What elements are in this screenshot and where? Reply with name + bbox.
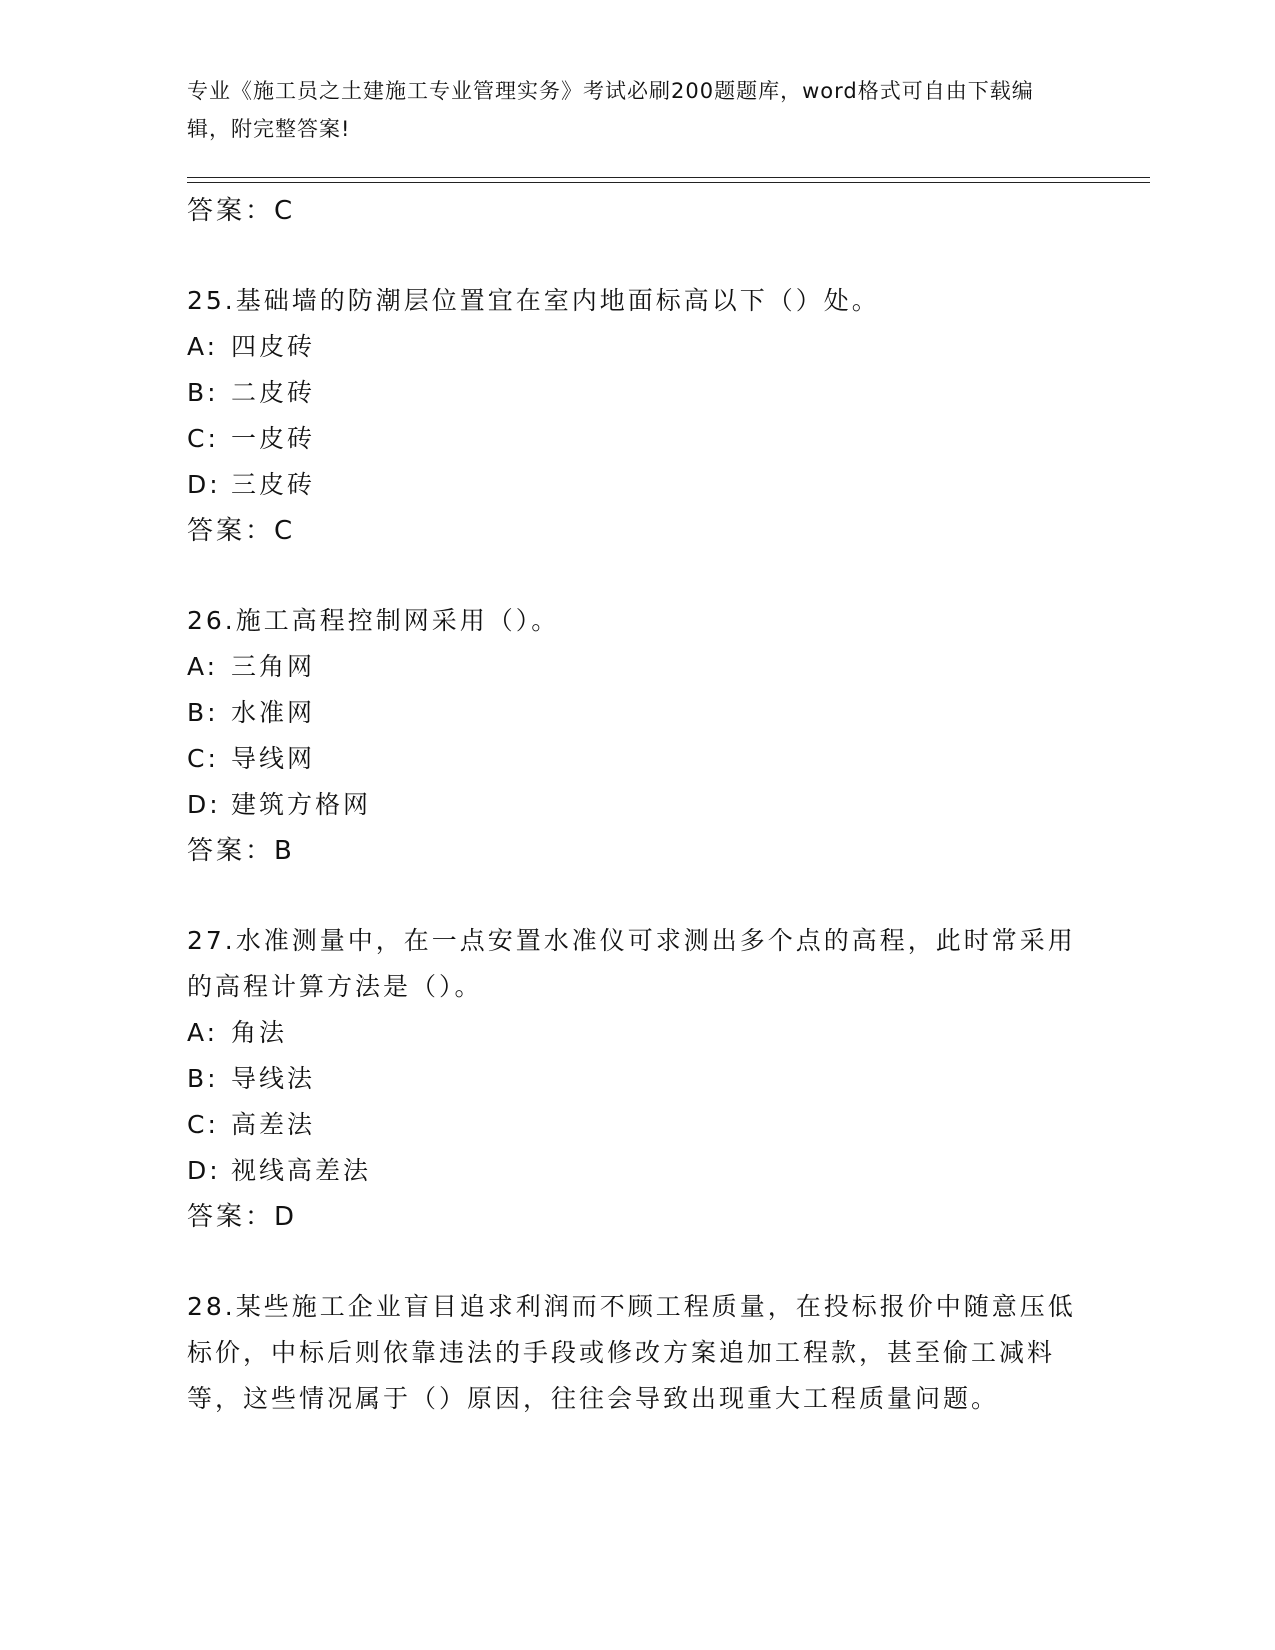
option-a <box>187 1010 1087 1056</box>
question-stem: 基础墙的防潮层位置宜在室内地面标高以下（）处。 <box>235 286 880 315</box>
header-divider-line <box>187 177 1150 178</box>
question-number: 26. <box>187 606 236 635</box>
option-text: 建筑方格网 <box>231 790 372 819</box>
option-text: 二皮砖 <box>231 378 316 407</box>
option-letter: C: <box>187 744 219 773</box>
option-letter: A: <box>187 1018 219 1047</box>
option-c <box>187 416 1087 462</box>
question-28-text <box>187 1284 1087 1422</box>
option-text: 四皮砖 <box>231 332 316 361</box>
option-c <box>187 1102 1087 1148</box>
option-letter: D: <box>187 1156 221 1185</box>
header-text: 专业《施工员之土建施工专业管理实务》考试必刷200题题库，word格式可自由下载编辑，附完整答案! <box>187 79 1034 141</box>
option-a <box>187 644 1087 690</box>
option-text: 一皮砖 <box>231 424 316 453</box>
option-letter: A: <box>187 332 219 361</box>
question-number: 27. <box>187 926 236 955</box>
document-body <box>187 188 1087 1422</box>
option-letter: B: <box>187 378 219 407</box>
option-a <box>187 324 1087 370</box>
option-text: 导线网 <box>231 744 316 773</box>
option-b <box>187 1056 1087 1102</box>
question-stem: 施工高程控制网采用（）。 <box>235 606 560 635</box>
option-letter: D: <box>187 470 221 499</box>
option-letter: B: <box>187 698 219 727</box>
question-number: 25. <box>187 286 236 315</box>
answer-line: 答案：B <box>187 836 295 866</box>
question-27-text <box>187 918 1087 1010</box>
option-letter: A: <box>187 652 219 681</box>
option-b <box>187 370 1087 416</box>
option-text: 角法 <box>231 1018 288 1047</box>
option-c <box>187 736 1087 782</box>
answer-line: 答案：C <box>187 516 296 546</box>
answer-line: 答案：D <box>187 1202 298 1232</box>
option-d <box>187 1148 1087 1194</box>
question-25-text <box>187 278 1087 324</box>
question-26-text <box>187 598 1087 644</box>
option-text: 视线高差法 <box>231 1156 372 1185</box>
option-b <box>187 690 1087 736</box>
option-letter: C: <box>187 1110 219 1139</box>
option-text: 水准网 <box>231 698 316 727</box>
question-stem: 某些施工企业盲目追求利润而不顾工程质量，在投标报价中随意压低标价，中标后则依靠违法的手段或修改方案追加工程款，甚至偷工减料等，这些情况属于（）原因，往往会导致出现重大工程质量问题。 <box>187 1292 1076 1413</box>
option-d <box>187 462 1087 508</box>
option-letter: C: <box>187 424 219 453</box>
question-number: 28. <box>187 1292 236 1321</box>
option-text: 三角网 <box>231 652 316 681</box>
document-header <box>187 72 1067 148</box>
option-d <box>187 782 1087 828</box>
option-text: 导线法 <box>231 1064 316 1093</box>
question-stem: 水准测量中，在一点安置水准仪可求测出多个点的高程，此时常采用的高程计算方法是（）。 <box>187 926 1076 1001</box>
header-divider-line-2 <box>187 182 1150 183</box>
previous-answer: 答案：C <box>187 196 296 226</box>
option-letter: D: <box>187 790 221 819</box>
option-text: 高差法 <box>231 1110 316 1139</box>
option-text: 三皮砖 <box>231 470 316 499</box>
option-letter: B: <box>187 1064 219 1093</box>
